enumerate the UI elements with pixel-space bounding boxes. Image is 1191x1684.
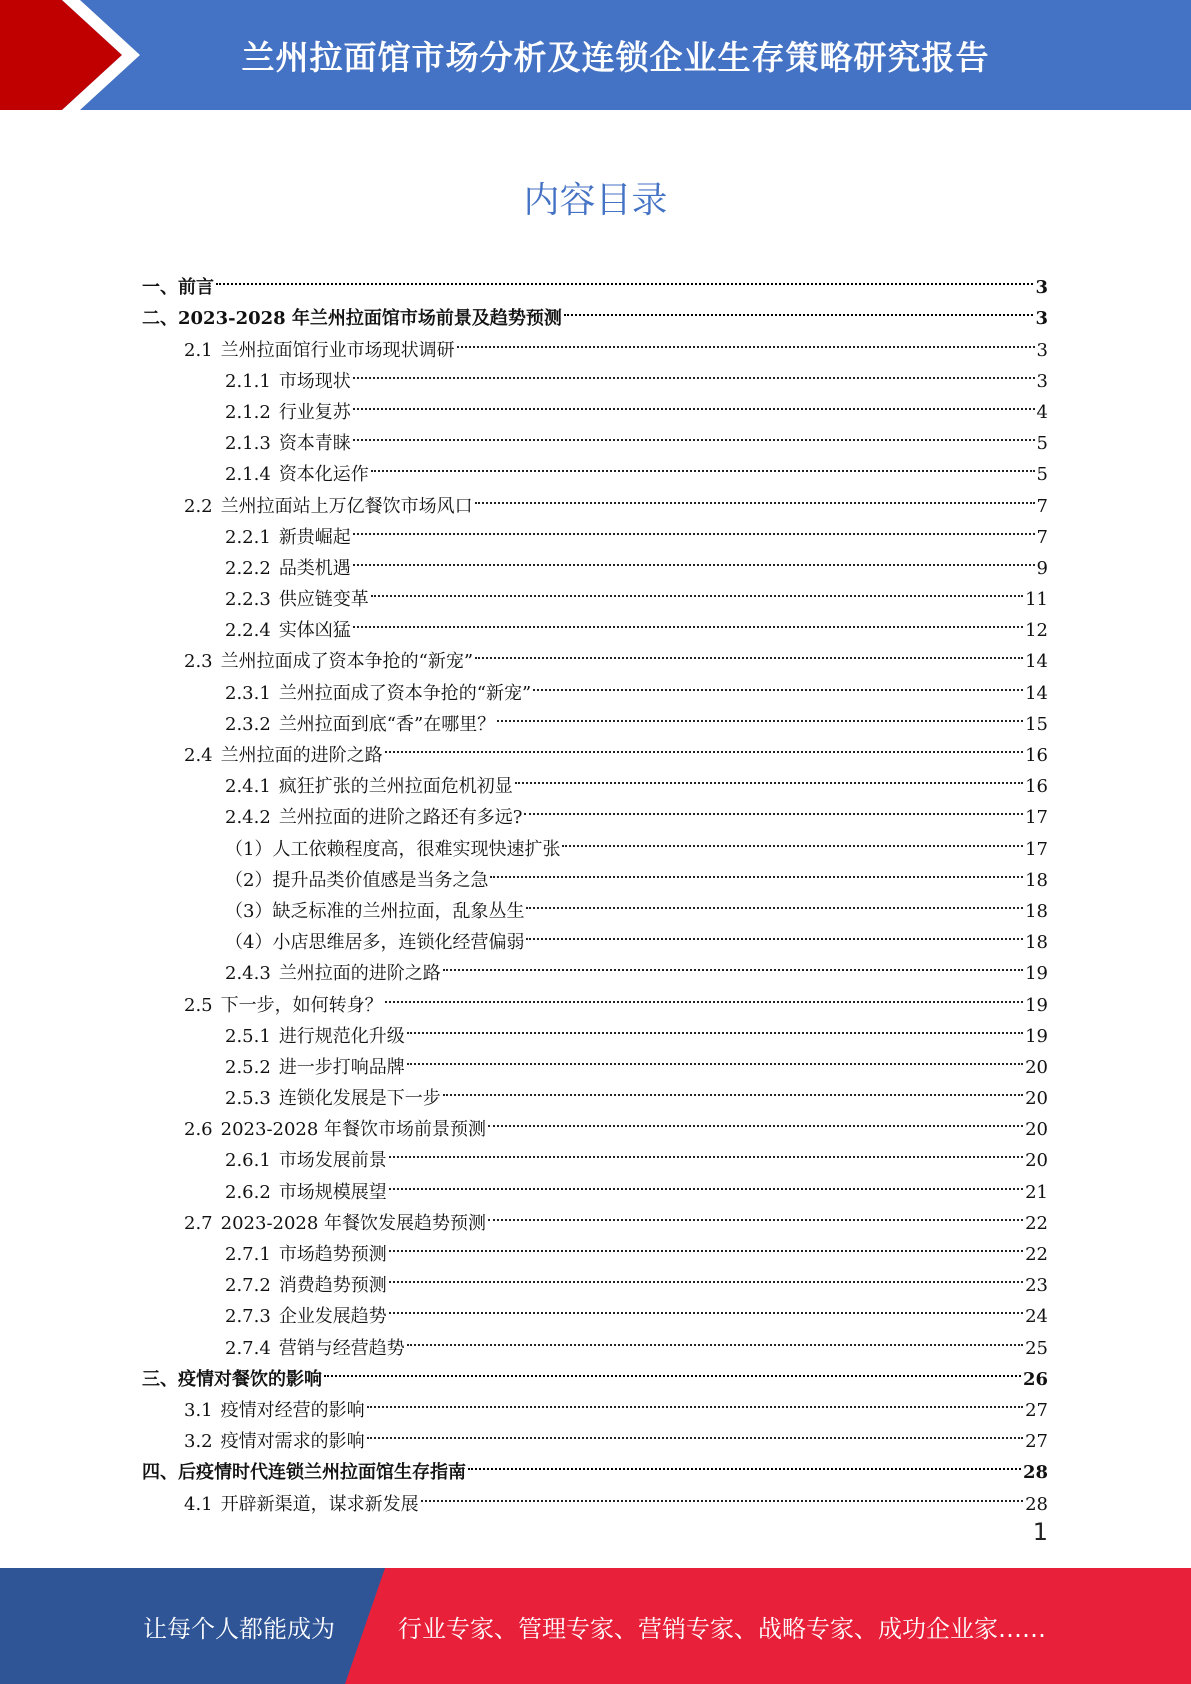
toc-entry-page: 3: [1035, 277, 1048, 299]
toc-entry-page: 19: [1025, 1025, 1048, 1047]
toc-dot-leader: [421, 1470, 1023, 1501]
toc-dot-leader: [468, 1439, 1021, 1470]
toc-entry-label: 品类机遇: [278, 557, 351, 579]
toc-entry-label: 提升品类价值感是当务之急: [272, 869, 489, 891]
toc-entry-label: 2023-2028 年餐饮发展趋势预测: [220, 1212, 487, 1234]
toc-dot-leader: [389, 1221, 1023, 1252]
toc-dot-leader: [443, 940, 1023, 971]
toc-entry-number: 一、: [142, 277, 178, 299]
toc-entry-page: 18: [1025, 932, 1048, 954]
toc-entry-label: 疯狂扩张的兰州拉面危机初显: [278, 776, 513, 798]
toc-entry-number: 2.7.2: [225, 1275, 271, 1297]
toc-entry-number: 2.4.3: [225, 963, 271, 985]
toc-entry-number: 2.2.3: [225, 589, 271, 611]
toc-dot-leader: [389, 1283, 1023, 1314]
toc-entry-label: 后疫情时代连锁兰州拉面馆生存指南: [178, 1462, 466, 1484]
toc-entry-page: 14: [1025, 651, 1048, 673]
toc-entry-number: 2.1.4: [225, 464, 271, 486]
toc-entry-label: 供应链变革: [278, 589, 369, 611]
toc-dot-leader: [526, 909, 1023, 940]
toc-dot-leader: [407, 1034, 1023, 1065]
toc-entry-number: 2.4: [184, 745, 213, 766]
toc-entry-label: 市场规模展望: [278, 1181, 387, 1203]
toc-entry-number: 2.5.3: [225, 1088, 271, 1110]
toc-entry-page: 4: [1036, 401, 1048, 423]
toc-entry-label: 连锁化发展是下一步: [278, 1088, 441, 1110]
toc-entry-page: 11: [1025, 589, 1048, 611]
toc-entry-number: 3.1: [184, 1399, 213, 1421]
toc-entry-page: 16: [1025, 745, 1048, 766]
toc-dot-leader: [515, 753, 1023, 784]
toc-dot-leader: [353, 597, 1023, 628]
toc-dot-leader: [371, 441, 1035, 472]
footer-roles: 行业专家、管理专家、营销专家、战略专家、成功企业家……: [398, 1614, 1046, 1643]
toc-entry-label: 兰州拉面成了资本争抢的“新宠”: [278, 682, 532, 704]
toc-entry-label: 兰州拉面成了资本争抢的“新宠”: [220, 651, 474, 673]
toc-dot-leader: [216, 254, 1033, 285]
toc-entry-page: 5: [1036, 433, 1048, 455]
toc-entry-label: 市场现状: [278, 370, 351, 392]
toc-entry-page: 5: [1036, 464, 1048, 486]
toc-dot-leader: [475, 628, 1023, 659]
toc-entry-number: 4.1: [184, 1493, 213, 1515]
toc-entry-number: 2.1: [184, 339, 213, 361]
toc-entry-number: 2.1.2: [225, 401, 271, 423]
toc-entry-page: 25: [1025, 1337, 1048, 1359]
toc-entry-label: 缺乏标准的兰州拉面，乱象丛生: [272, 900, 525, 922]
toc-entry-page: 28: [1022, 1462, 1048, 1484]
toc-entry-number: 2.2.1: [225, 526, 271, 548]
toc-entry-page: 17: [1025, 807, 1048, 829]
toc-entry-label: 疫情对经营的影响: [220, 1399, 365, 1421]
toc-dot-leader: [353, 504, 1035, 535]
toc-dot-leader: [533, 659, 1023, 690]
toc-entry-number: 2.3.2: [225, 713, 271, 735]
toc-entry-label: 营销与经营趋势: [278, 1337, 405, 1359]
toc-entry-page: 15: [1025, 713, 1048, 735]
toc-title: 内容目录: [523, 180, 668, 221]
toc-entry-number: 2.6: [184, 1119, 213, 1141]
toc-entry-number: 2.2.4: [225, 620, 271, 642]
toc-dot-leader: [367, 1408, 1023, 1439]
toc-entry-page: 27: [1025, 1431, 1048, 1453]
toc-entry-label: 兰州拉面的进阶之路: [278, 963, 441, 985]
toc-dot-leader: [407, 1003, 1023, 1034]
toc-entry-label: 2023-2028 年餐饮市场前景预测: [220, 1119, 487, 1141]
toc-entry-label: 前言: [178, 277, 214, 299]
toc-dot-leader: [353, 535, 1035, 566]
toc-entry-page: 23: [1025, 1275, 1048, 1297]
toc-entry-number: 2.5.2: [225, 1056, 271, 1078]
toc-entry-page: 18: [1025, 869, 1048, 891]
toc-dot-leader: [488, 1190, 1023, 1221]
toc-entry-number: 2.7.3: [225, 1306, 271, 1328]
toc-entry-page: 7: [1036, 495, 1048, 517]
toc-entry-label: 企业发展趋势: [278, 1306, 387, 1328]
toc-entry-page: 19: [1025, 963, 1048, 985]
toc-entry-page: 26: [1022, 1368, 1048, 1390]
toc-entry-label: 开辟新渠道，谋求新发展: [220, 1493, 419, 1515]
toc-entry-label: 消费趋势预测: [278, 1275, 387, 1297]
toc-dot-leader: [562, 815, 1023, 846]
toc-entry-number: （1）: [225, 838, 273, 860]
toc-entry-number: 2.6.1: [225, 1150, 271, 1172]
toc-entry-number: 二、: [142, 308, 178, 330]
toc-dot-leader: [490, 847, 1023, 878]
toc-entry-number: 2.2: [184, 495, 213, 517]
toc-entry-page: 27: [1025, 1399, 1048, 1421]
toc-dot-leader: [457, 316, 1035, 347]
toc-entry-page: 12: [1025, 620, 1048, 642]
toc-entry-number: （4）: [225, 932, 273, 954]
page-number: 1: [1032, 1518, 1048, 1546]
toc-entry-number: 2.4.2: [225, 807, 271, 829]
toc-entry-label: 疫情对餐饮的影响: [178, 1368, 322, 1390]
toc-entry-label: 下一步，如何转身？: [220, 994, 383, 1016]
toc-entry-label: 进行规范化升级: [278, 1025, 405, 1047]
toc-entry-page: 16: [1025, 776, 1048, 798]
toc-entry-page: 19: [1025, 994, 1048, 1016]
toc-dot-leader: [385, 722, 1023, 753]
toc-entry-label: 市场趋势预测: [278, 1244, 387, 1265]
toc-entry-number: 三、: [142, 1368, 178, 1390]
toc-entry-page: 20: [1025, 1150, 1048, 1172]
toc-entry-label: 兰州拉面到底“香”在哪里？: [278, 713, 496, 735]
toc-dot-leader: [488, 1096, 1023, 1127]
header-arrow-decoration: [0, 0, 160, 110]
toc-entry-number: 2.7.4: [225, 1337, 271, 1359]
toc-entry-page: 21: [1025, 1181, 1048, 1203]
toc-entry-page: 3: [1035, 308, 1048, 330]
toc-dot-leader: [324, 1346, 1021, 1377]
toc-dot-leader: [475, 472, 1035, 503]
toc-entry-label: 行业复苏: [278, 401, 351, 423]
toc-entry-page: 28: [1025, 1493, 1048, 1515]
toc-entry-number: 四、: [142, 1462, 178, 1484]
toc-entry-number: （2）: [225, 869, 273, 891]
table-of-contents: [142, 262, 1048, 1515]
toc-entry-page: 24: [1025, 1306, 1048, 1328]
toc-dot-leader: [367, 1377, 1023, 1408]
toc-dot-leader: [443, 1065, 1023, 1096]
footer-slogan: 让每个人都能成为: [143, 1614, 335, 1643]
toc-entry-page: 20: [1025, 1056, 1048, 1078]
toc-dot-leader: [526, 878, 1023, 909]
toc-entry-number: 2.3.1: [225, 682, 271, 704]
toc-entry-label: 实体凶猛: [278, 620, 351, 642]
toc-entry-page: 22: [1025, 1212, 1048, 1234]
toc-entry-label: 兰州拉面站上万亿餐饮市场风口: [220, 495, 473, 517]
toc-entry-page: 14: [1025, 682, 1048, 704]
toc-entry-page: 3: [1036, 339, 1048, 361]
toc-dot-leader: [497, 691, 1023, 722]
toc-entry-page: 20: [1025, 1088, 1048, 1110]
toc-entry-page: 17: [1025, 838, 1048, 860]
toc-entry-label: 新贵崛起: [278, 526, 351, 548]
toc-dot-leader: [353, 348, 1035, 379]
toc-entry-page: 18: [1025, 900, 1048, 922]
toc-entry-label: 2023-2028 年兰州拉面馆市场前景及趋势预测: [178, 308, 562, 330]
toc-dot-leader: [389, 1127, 1023, 1158]
toc-dot-leader: [371, 566, 1023, 597]
toc-entry-number: 2.5: [184, 994, 213, 1016]
footer-banner: [0, 1568, 1191, 1684]
toc-dot-leader: [407, 1314, 1023, 1345]
toc-entry-page: 9: [1036, 557, 1048, 579]
toc-dot-leader: [385, 971, 1023, 1002]
toc-entry-number: 2.7: [184, 1212, 213, 1234]
toc-entry-page: 3: [1036, 370, 1048, 392]
toc-entry-number: 2.1.1: [225, 370, 271, 392]
toc-entry-label: 小店思维居多，连锁化经营偏弱: [272, 932, 525, 954]
toc-entry-page: 20: [1025, 1119, 1048, 1141]
toc-entry-number: 2.4.1: [225, 776, 271, 798]
toc-dot-leader: [389, 1158, 1023, 1189]
toc-entry-number: 2.5.1: [225, 1025, 271, 1047]
toc-entry-label: 进一步打响品牌: [278, 1056, 405, 1078]
toc-entry-page: 22: [1025, 1244, 1048, 1265]
toc-entry-label: 兰州拉面馆行业市场现状调研: [220, 339, 455, 361]
toc-entry-label: 资本青睐: [278, 433, 351, 455]
toc-dot-leader: [353, 379, 1035, 410]
toc-entry-number: 2.7.1: [225, 1244, 271, 1265]
toc-entry-label: 资本化运作: [278, 464, 369, 486]
toc-entry-label: 兰州拉面的进阶之路还有多远?: [278, 807, 523, 829]
toc-entry-page: 7: [1036, 526, 1048, 548]
toc-entry-label: 人工依赖程度高，很难实现快速扩张: [272, 838, 561, 860]
header-banner: [0, 0, 1191, 110]
toc-dot-leader: [524, 784, 1023, 815]
toc-entry-label: 疫情对需求的影响: [220, 1431, 365, 1453]
toc-entry-number: 2.6.2: [225, 1181, 271, 1203]
toc-entry-number: 2.1.3: [225, 433, 271, 455]
toc-dot-leader: [564, 285, 1034, 316]
toc-entry-number: 2.3: [184, 651, 213, 673]
toc-dot-leader: [353, 410, 1035, 441]
toc-entry-label: 市场发展前景: [278, 1150, 387, 1172]
report-title: 兰州拉面馆市场分析及连锁企业生存策略研究报告: [241, 37, 990, 77]
toc-entry-label: 兰州拉面的进阶之路: [220, 745, 383, 766]
toc-entry-number: 2.2.2: [225, 557, 271, 579]
toc-dot-leader: [389, 1252, 1023, 1283]
toc-entry-number: 3.2: [184, 1431, 213, 1453]
toc-entry-number: （3）: [225, 900, 273, 922]
